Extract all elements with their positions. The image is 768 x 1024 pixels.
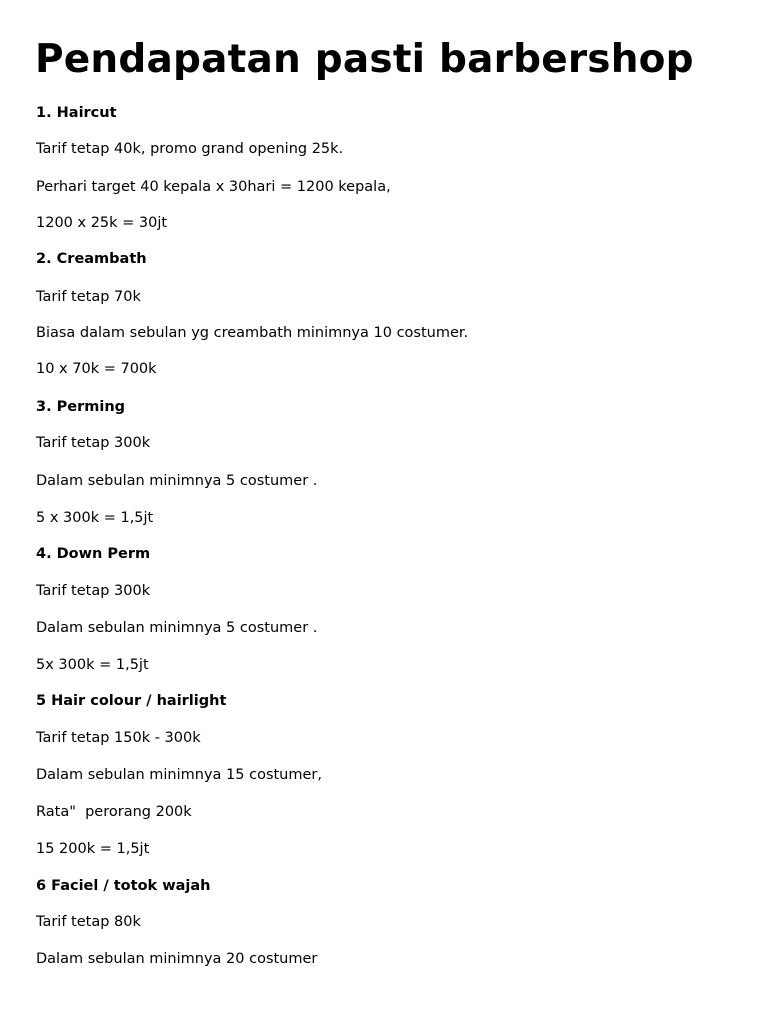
section-heading-haircut: 1. Haircut xyxy=(36,105,117,121)
section-line: Tarif tetap 70k xyxy=(36,289,141,305)
section-line: 1200 x 25k = 30jt xyxy=(36,215,168,231)
section-line: 15 200k = 1,5jt xyxy=(36,841,150,857)
section-line: 5x 300k = 1,5jt xyxy=(36,657,149,673)
section-heading-down-perm: 4. Down Perm xyxy=(36,546,151,562)
section-line: Tarif tetap 150k - 300k xyxy=(36,730,201,746)
section-line: Perhari target 40 kepala x 30hari = 1200 kepala, xyxy=(36,179,391,195)
section-line: Tarif tetap 300k xyxy=(36,583,151,599)
section-heading-hair-colour: 5 Hair colour / hairlight xyxy=(36,693,227,709)
section-heading-creambath: 2. Creambath xyxy=(36,251,147,267)
section-line: Tarif tetap 300k xyxy=(36,435,151,451)
section-line: Dalam sebulan minimnya 5 costumer . xyxy=(36,473,318,489)
section-heading-faciel: 6 Faciel / totok wajah xyxy=(36,878,211,894)
section-line: Tarif tetap 80k xyxy=(36,914,141,930)
section-line: Tarif tetap 40k, promo grand opening 25k. xyxy=(36,141,344,157)
section-line: Dalam sebulan minimnya 20 costumer xyxy=(36,951,318,967)
section-line: Dalam sebulan minimnya 15 costumer, xyxy=(36,767,322,783)
section-line: 5 x 300k = 1,5jt xyxy=(36,510,154,526)
section-line: Rata" perorang 200k xyxy=(36,804,192,820)
document-title: Pendapatan pasti barbershop xyxy=(35,37,694,82)
section-line: 10 x 70k = 700k xyxy=(36,361,157,377)
section-heading-perming: 3. Perming xyxy=(36,399,126,415)
section-line: Dalam sebulan minimnya 5 costumer . xyxy=(36,620,318,636)
section-line: Biasa dalam sebulan yg creambath minimnya 10 costumer. xyxy=(36,325,469,341)
